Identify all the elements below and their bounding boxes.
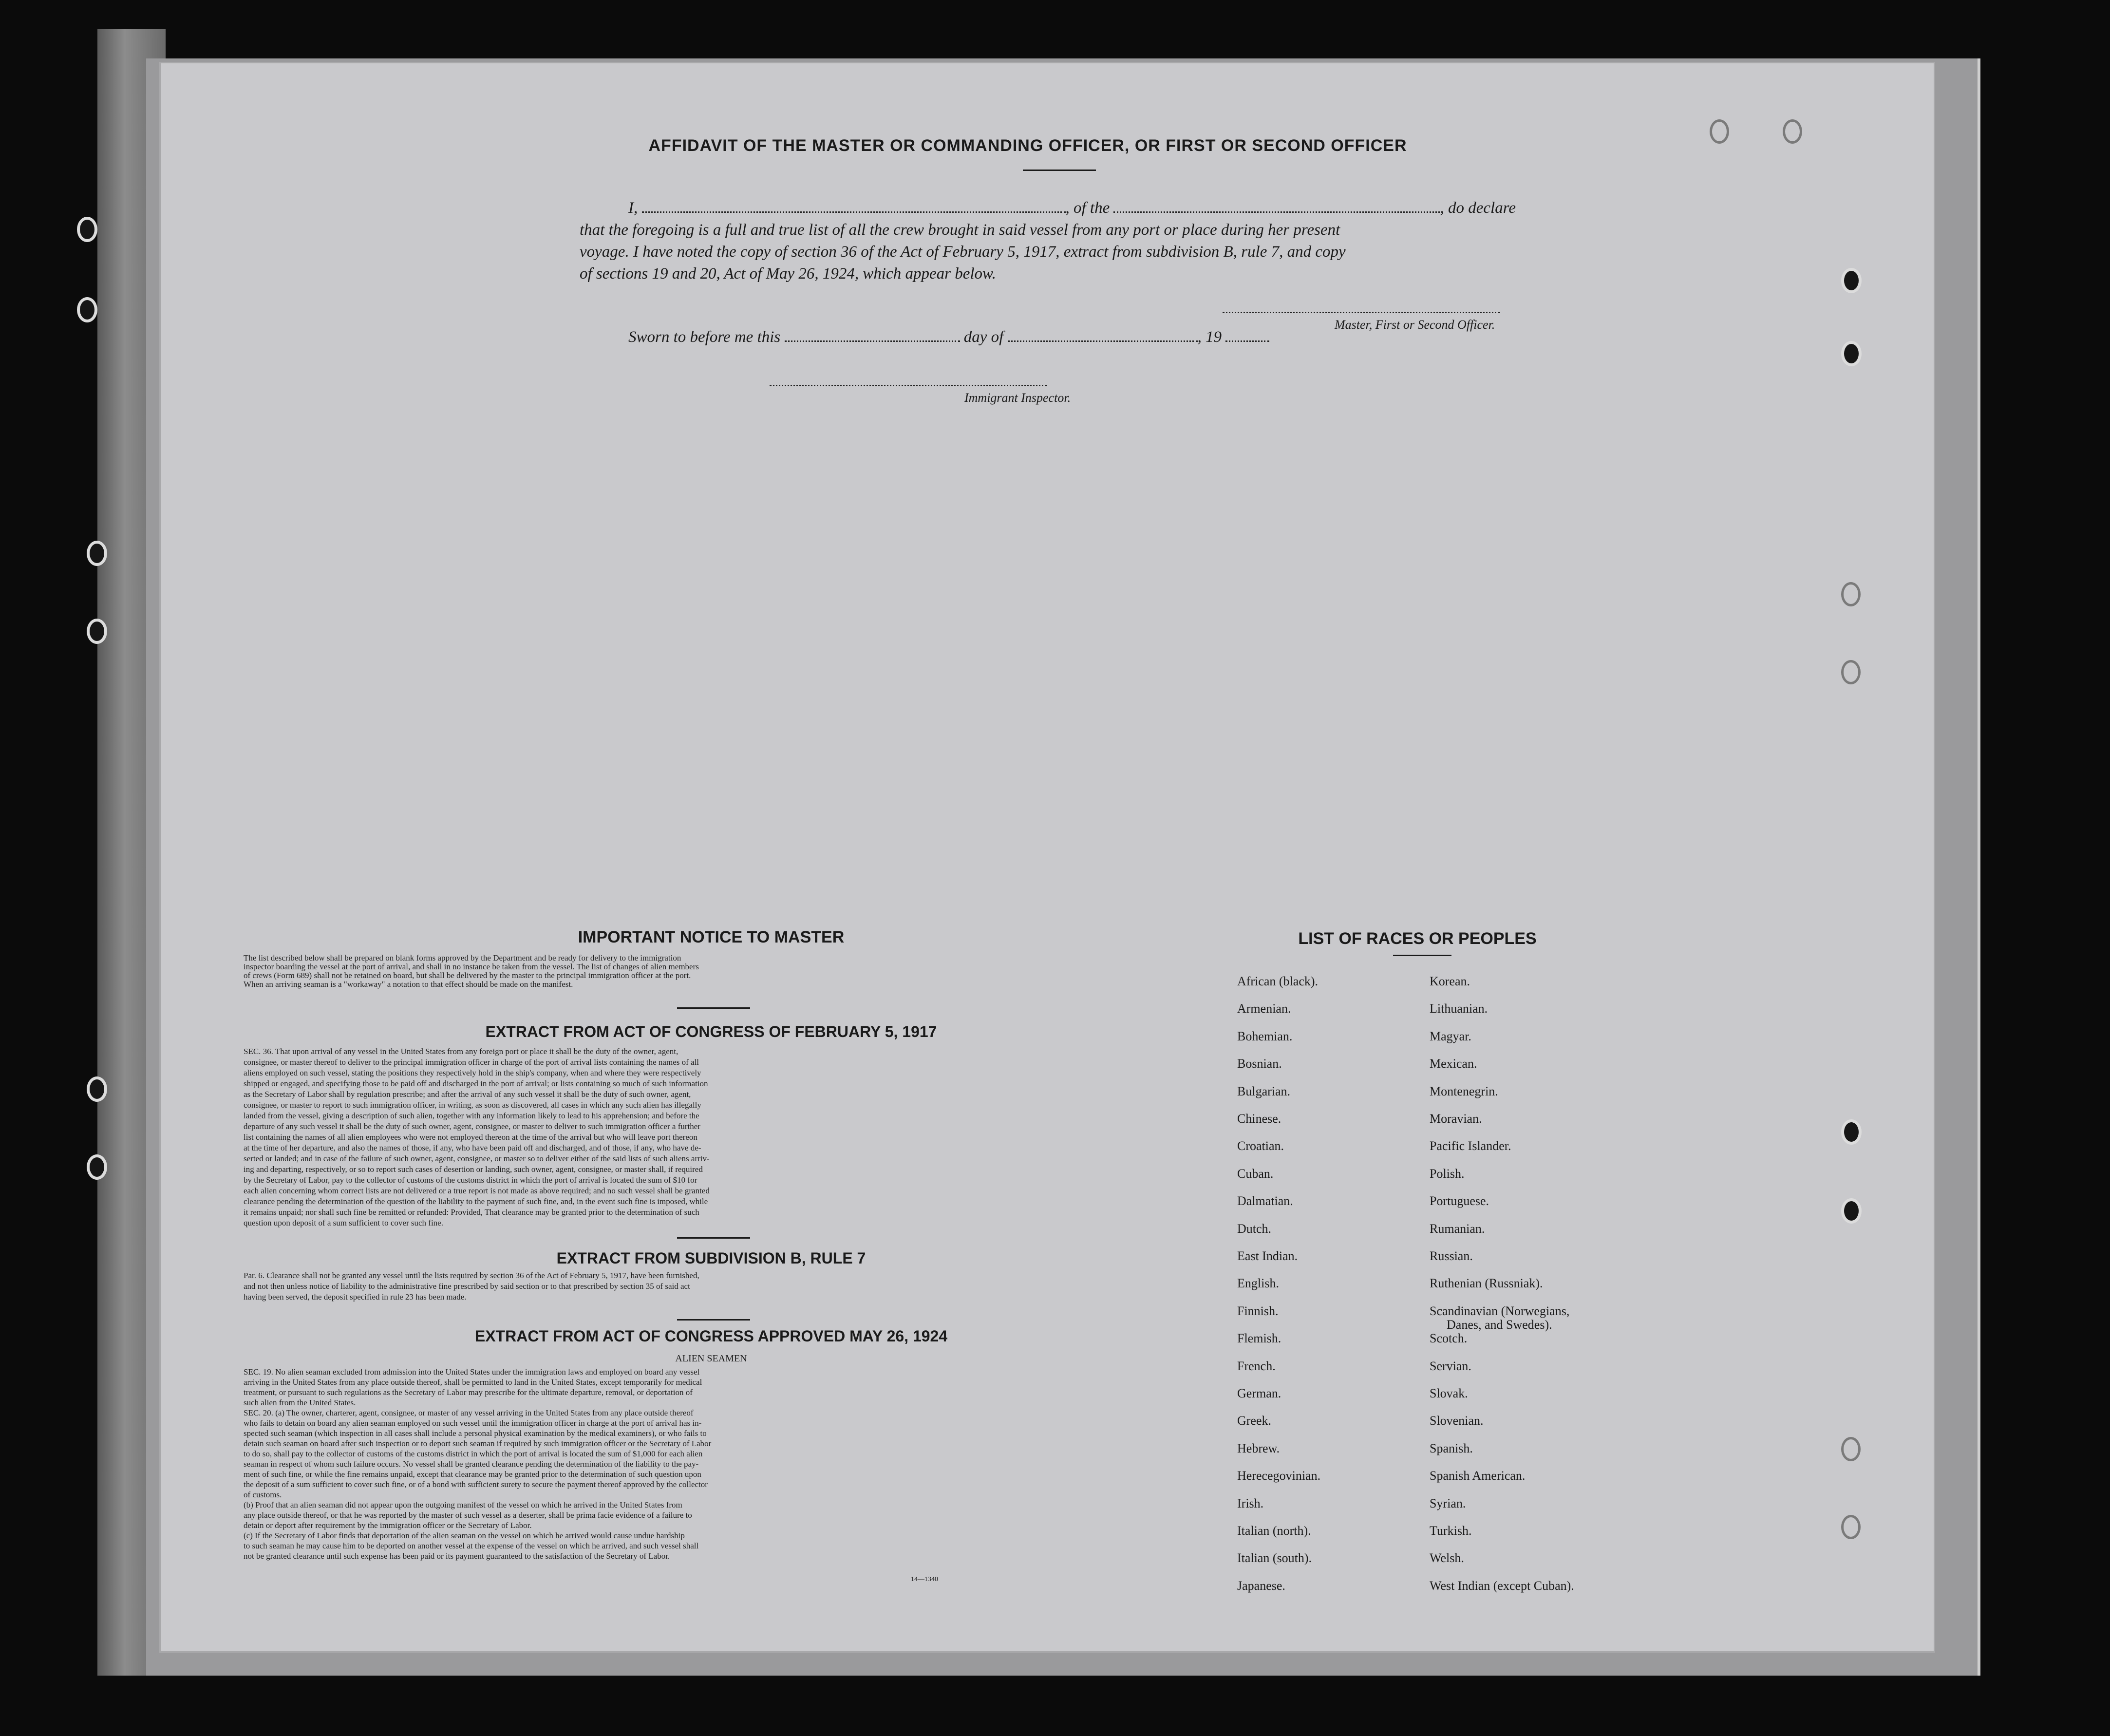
race-item: French. — [1237, 1359, 1276, 1373]
document-page — [161, 63, 1934, 1651]
paragraph-line: the deposit of a sum sufficient to cover such fine, or of a bond with sufficient surety to secure the payment thereof approved by the collector — [244, 1480, 708, 1489]
race-item: Mexican. — [1430, 1057, 1477, 1071]
paragraph-line: it remains unpaid; nor shall such fine be remitted or refunded: Provided, That clearance may be granted prior to the determination of such — [244, 1208, 699, 1217]
race-item: English. — [1237, 1276, 1279, 1291]
paragraph-line: treatment, or pursuant to such regulations as the Secretary of Labor may prescribe for the ultimate departure, removal, or deportation of — [244, 1388, 693, 1397]
affidavit-line-1 — [628, 197, 1516, 219]
race-item: Welsh. — [1430, 1551, 1464, 1566]
divider — [677, 1007, 750, 1009]
race-item: Servian. — [1430, 1359, 1471, 1373]
sworn-year-blank[interactable] — [1225, 327, 1269, 342]
punch-hole — [87, 1154, 107, 1180]
paragraph-line: not be granted clearance until such expense has been paid or its payment guaranteed to the satisfaction of the Secretary of Labor. — [244, 1552, 670, 1561]
paragraph-line: question upon deposit of a sum sufficient to cover such fine. — [244, 1219, 443, 1227]
race-item: Portuguese. — [1430, 1194, 1489, 1208]
paragraph-line: as the Secretary of Labor shall by regulation prescribe; and after the arrival of any such vessel it shall be the duty of such owner, agent, — [244, 1090, 691, 1099]
rule7-title: EXTRACT FROM SUBDIVISION B, RULE 7 — [556, 1249, 866, 1267]
punch-hole — [1841, 660, 1861, 684]
paragraph-line: any place outside thereof, or that he was reported by the master of such vessel as a deserter, shall be prima facie evidence of a failure to — [244, 1511, 692, 1520]
divider — [677, 1237, 750, 1239]
paragraph-line: (b) Proof that an alien seaman did not appear upon the outgoing manifest of the vessel on which he arrived in the United States from — [244, 1501, 682, 1510]
paragraph-line: inspector boarding the vessel at the port of arrival, and shall in no instance be taken from the vessel. The list of changes of alien members — [244, 962, 699, 971]
races-title: LIST OF RACES OR PEOPLES — [1298, 929, 1537, 948]
paragraph-line: aliens employed on such vessel, stating the positions they respectively hold in the ship's company, when and where they were respectively — [244, 1069, 701, 1077]
punch-hole — [77, 297, 97, 322]
race-item: Scotch. — [1430, 1331, 1468, 1346]
race-item: African (black). — [1237, 974, 1319, 988]
paragraph-line: having been served, the deposit specified in rule 23 has been made. — [244, 1293, 467, 1302]
race-item: Cuban. — [1237, 1166, 1274, 1181]
paragraph-line: of crews (Form 689) shall not be retained on board, but shall be delivered by the master to the principal immigration officer at the port. — [244, 971, 691, 980]
paragraph-line: consignee, or master thereof to deliver to the principal immigration officer in charge of the port of arrival lists containing the names of all — [244, 1058, 699, 1067]
affidavit-line-2: that the foregoing is a full and true list of all the crew brought in said vessel from any port or place during her present — [580, 221, 1340, 239]
paragraph-line: SEC. 20. (a) The owner, charterer, agent, consignee, or master of any vessel arriving in the United States from any place outside thereof — [244, 1409, 694, 1417]
paragraph-line: The list described below shall be prepared on blank forms approved by the Department and be ready for delivery to the immigration — [244, 954, 681, 962]
paragraph-line: seaman in respect of whom such failure occurs. No vessel shall be granted clearance pending the determination of the liability to the pay- — [244, 1460, 699, 1469]
paragraph-line: ing and departing, respectively, or so to report such cases of desertion or landing, such owner, agent, consignee, or master shall, if required — [244, 1165, 703, 1174]
race-item: Chinese. — [1237, 1112, 1281, 1126]
punch-hole — [1841, 582, 1861, 606]
sworn-prefix: Sworn to before me this — [628, 328, 781, 346]
race-item: Hebrew. — [1237, 1441, 1280, 1455]
paragraph-line: departure of any such vessel it shall be the duty of such owner, agent, consignee, or master to deliver to such immigration officer a further — [244, 1122, 700, 1131]
paragraph-line: by the Secretary of Labor, pay to the collector of customs of the customs district in which the port of arrival is located the sum of $10 for — [244, 1176, 697, 1185]
affidavit-i: I, — [628, 199, 638, 217]
punch-hole — [1841, 1198, 1862, 1224]
alien-seamen-subtitle: ALIEN SEAMEN — [675, 1353, 747, 1364]
divider — [1393, 955, 1451, 956]
punch-hole — [77, 217, 97, 242]
paragraph-line: list containing the names of all alien employees who were not employed thereon at the time of the arrival but who will leave port thereon — [244, 1133, 697, 1142]
paragraph-line: each alien concerning whom correct lists are not delivered or a true report is not made as above required; and no such vessel shall be granted — [244, 1187, 710, 1195]
paragraph-line: serted or landed; and in case of the failure of such owner, agent, consignee, or master so to deliver either of the said lists of such aliens arriv- — [244, 1154, 710, 1163]
divider — [677, 1319, 750, 1321]
race-item: Italian (south). — [1237, 1551, 1312, 1566]
paragraph-line: to do so, shall pay to the collector of customs of the customs district in which the port of arrival is located the sum of $1,000 for each alien — [244, 1450, 703, 1458]
punch-hole — [1841, 1437, 1861, 1461]
sworn-day-of: day of — [963, 328, 1004, 346]
inspector-caption: Immigrant Inspector. — [964, 391, 1071, 405]
punch-hole — [87, 619, 107, 644]
race-item: Ruthenian (Russniak). — [1430, 1276, 1543, 1291]
name-blank[interactable] — [642, 198, 1066, 213]
punch-hole — [1841, 341, 1862, 366]
extract-1924-title: EXTRACT FROM ACT OF CONGRESS APPROVED MAY 26, 1924 — [474, 1327, 948, 1345]
punch-hole — [1841, 1119, 1862, 1145]
punch-hole — [1841, 268, 1862, 293]
inspector-signature-line[interactable] — [770, 385, 1047, 386]
race-item: Spanish. — [1430, 1441, 1473, 1455]
race-item: Pacific Islander. — [1430, 1139, 1511, 1153]
race-item: German. — [1237, 1386, 1281, 1400]
paragraph-line: detain such seaman on board after such inspection or to deport such seaman if required by such immigration officer or the Secretary of Labor — [244, 1439, 712, 1448]
paragraph-line: (c) If the Secretary of Labor finds that deportation of the alien seaman on the vessel on which he arrived would cause undue hardship — [244, 1531, 685, 1540]
punch-hole — [1710, 119, 1729, 144]
sworn-line — [628, 326, 1269, 348]
affidavit-line-3: voyage. I have noted the copy of section 36 of the Act of February 5, 1917, extract from subdivision B, rule 7, and copy — [580, 243, 1346, 261]
sworn-month-blank[interactable] — [1008, 327, 1198, 342]
paragraph-line: and not then unless notice of liability to the administrative fine prescribed by said section or to that prescribed by section 35 of said act — [244, 1282, 690, 1291]
paragraph-line: consignee, or master to report to such immigration officer, in writing, as soon as discovered, all cases in which any such alien has illegally — [244, 1101, 701, 1110]
paragraph-line: arriving in the United States from any place outside thereof, shall be permitted to land in the United States, except temporarily for medical — [244, 1378, 702, 1387]
punch-hole — [1783, 119, 1802, 144]
race-item: Polish. — [1430, 1166, 1465, 1181]
race-item: Armenian. — [1237, 1001, 1291, 1016]
vessel-blank[interactable] — [1113, 198, 1440, 213]
race-item: Rumanian. — [1430, 1221, 1485, 1236]
race-item: Spanish American. — [1430, 1469, 1526, 1483]
paragraph-line: Par. 6. Clearance shall not be granted any vessel until the lists required by section 36 of the Act of February 5, 1917, have been furnished, — [244, 1271, 699, 1280]
race-item: Slovenian. — [1430, 1414, 1484, 1428]
paragraph-line: SEC. 19. No alien seaman excluded from admission into the United States under the immigration laws and employed on board any vessel — [244, 1368, 700, 1377]
affidavit-declare: , do declare — [1440, 199, 1516, 217]
divider — [1023, 170, 1096, 171]
affidavit-line-4: of sections 19 and 20, Act of May 26, 1924, which appear below. — [580, 265, 996, 283]
race-item: Moravian. — [1430, 1112, 1482, 1126]
extract-1917-title: EXTRACT FROM ACT OF CONGRESS OF FEBRUARY 5, 1917 — [485, 1023, 937, 1040]
race-item: Japanese. — [1237, 1578, 1285, 1593]
race-item: Flemish. — [1237, 1331, 1281, 1346]
master-signature-line[interactable] — [1223, 312, 1500, 313]
paragraph-line: who fails to detain on board any alien seaman employed on such vessel until the immigration officer in charge at the port of arrival has in- — [244, 1419, 702, 1428]
master-caption: Master, First or Second Officer. — [1335, 318, 1495, 332]
sworn-year-prefix: , 19 — [1197, 328, 1222, 346]
race-item: East Indian. — [1237, 1249, 1298, 1263]
punch-hole — [87, 541, 107, 566]
race-item-continuation: Danes, and Swedes). — [1447, 1317, 1552, 1332]
race-item: West Indian (except Cuban). — [1430, 1578, 1574, 1593]
race-item: Montenegrin. — [1430, 1084, 1498, 1098]
race-item: Croatian. — [1237, 1139, 1284, 1153]
notice-title: IMPORTANT NOTICE TO MASTER — [578, 928, 845, 946]
race-item: Herecegovinian. — [1237, 1469, 1321, 1483]
race-item: Magyar. — [1430, 1029, 1471, 1043]
paragraph-line: When an arriving seaman is a "workaway" a notation to that effect should be made on the manifest. — [244, 980, 573, 989]
paragraph-line: clearance pending the determination of the question of the liability to the payment of such fine, and, in the event such fine is imposed, while — [244, 1197, 708, 1206]
race-item: Syrian. — [1430, 1496, 1466, 1510]
paragraph-line: shipped or engaged, and specifying those to be paid off and discharged in the port of arrival; or lists containing so much of such information — [244, 1079, 708, 1088]
race-item: Greek. — [1237, 1414, 1272, 1428]
form-number: 14—1340 — [911, 1576, 938, 1583]
race-item: Bosnian. — [1237, 1057, 1282, 1071]
race-item: Dalmatian. — [1237, 1194, 1293, 1208]
race-item: Scandinavian (Norwegians, — [1430, 1303, 1570, 1318]
paragraph-line: at the time of her departure, and also the names of those, if any, who have been paid off and discharged, and of those, if any, who have de- — [244, 1144, 701, 1152]
paragraph-line: landed from the vessel, giving a description of such alien, together with any information likely to lead to his apprehension; and before the — [244, 1112, 699, 1120]
paragraph-line: of customs. — [244, 1491, 282, 1499]
race-item: Turkish. — [1430, 1524, 1472, 1538]
sworn-date-blank[interactable] — [785, 327, 960, 342]
paragraph-line: detain or deport after requirement by the immigration officer or the Secretary of Labor. — [244, 1521, 532, 1530]
punch-hole — [87, 1076, 107, 1102]
race-item: Russian. — [1430, 1249, 1473, 1263]
affidavit-of-the: , of the — [1065, 199, 1110, 217]
paragraph-line: to such seaman he may cause him to be deported on another vessel at the expense of the vessel on which he arrived, and such vessel shall — [244, 1542, 699, 1550]
race-item: Korean. — [1430, 974, 1470, 988]
punch-hole — [1841, 1515, 1861, 1539]
race-item: Finnish. — [1237, 1303, 1279, 1318]
paragraph-line: ment of such fine, or while the fine remains unpaid, except that clearance may be granted prior to the determination of such question upon — [244, 1470, 701, 1479]
race-item: Lithuanian. — [1430, 1001, 1488, 1016]
paragraph-line: spected such seaman (which inspection in all cases shall include a personal physical examination by the medical examiners), or who fails to — [244, 1429, 707, 1438]
race-item: Bulgarian. — [1237, 1084, 1291, 1098]
race-item: Bohemian. — [1237, 1029, 1293, 1043]
affidavit-title: AFFIDAVIT OF THE MASTER OR COMMANDING OFFICER, OR FIRST OR SECOND OFFICER — [648, 136, 1407, 155]
race-item: Dutch. — [1237, 1221, 1272, 1236]
paragraph-line: SEC. 36. That upon arrival of any vessel in the United States from any foreign port or place it shall be the duty of the owner, agent, — [244, 1047, 678, 1056]
paragraph-line: such alien from the United States. — [244, 1398, 356, 1407]
race-item: Irish. — [1237, 1496, 1264, 1510]
race-item: Italian (north). — [1237, 1524, 1311, 1538]
race-item: Slovak. — [1430, 1386, 1468, 1400]
